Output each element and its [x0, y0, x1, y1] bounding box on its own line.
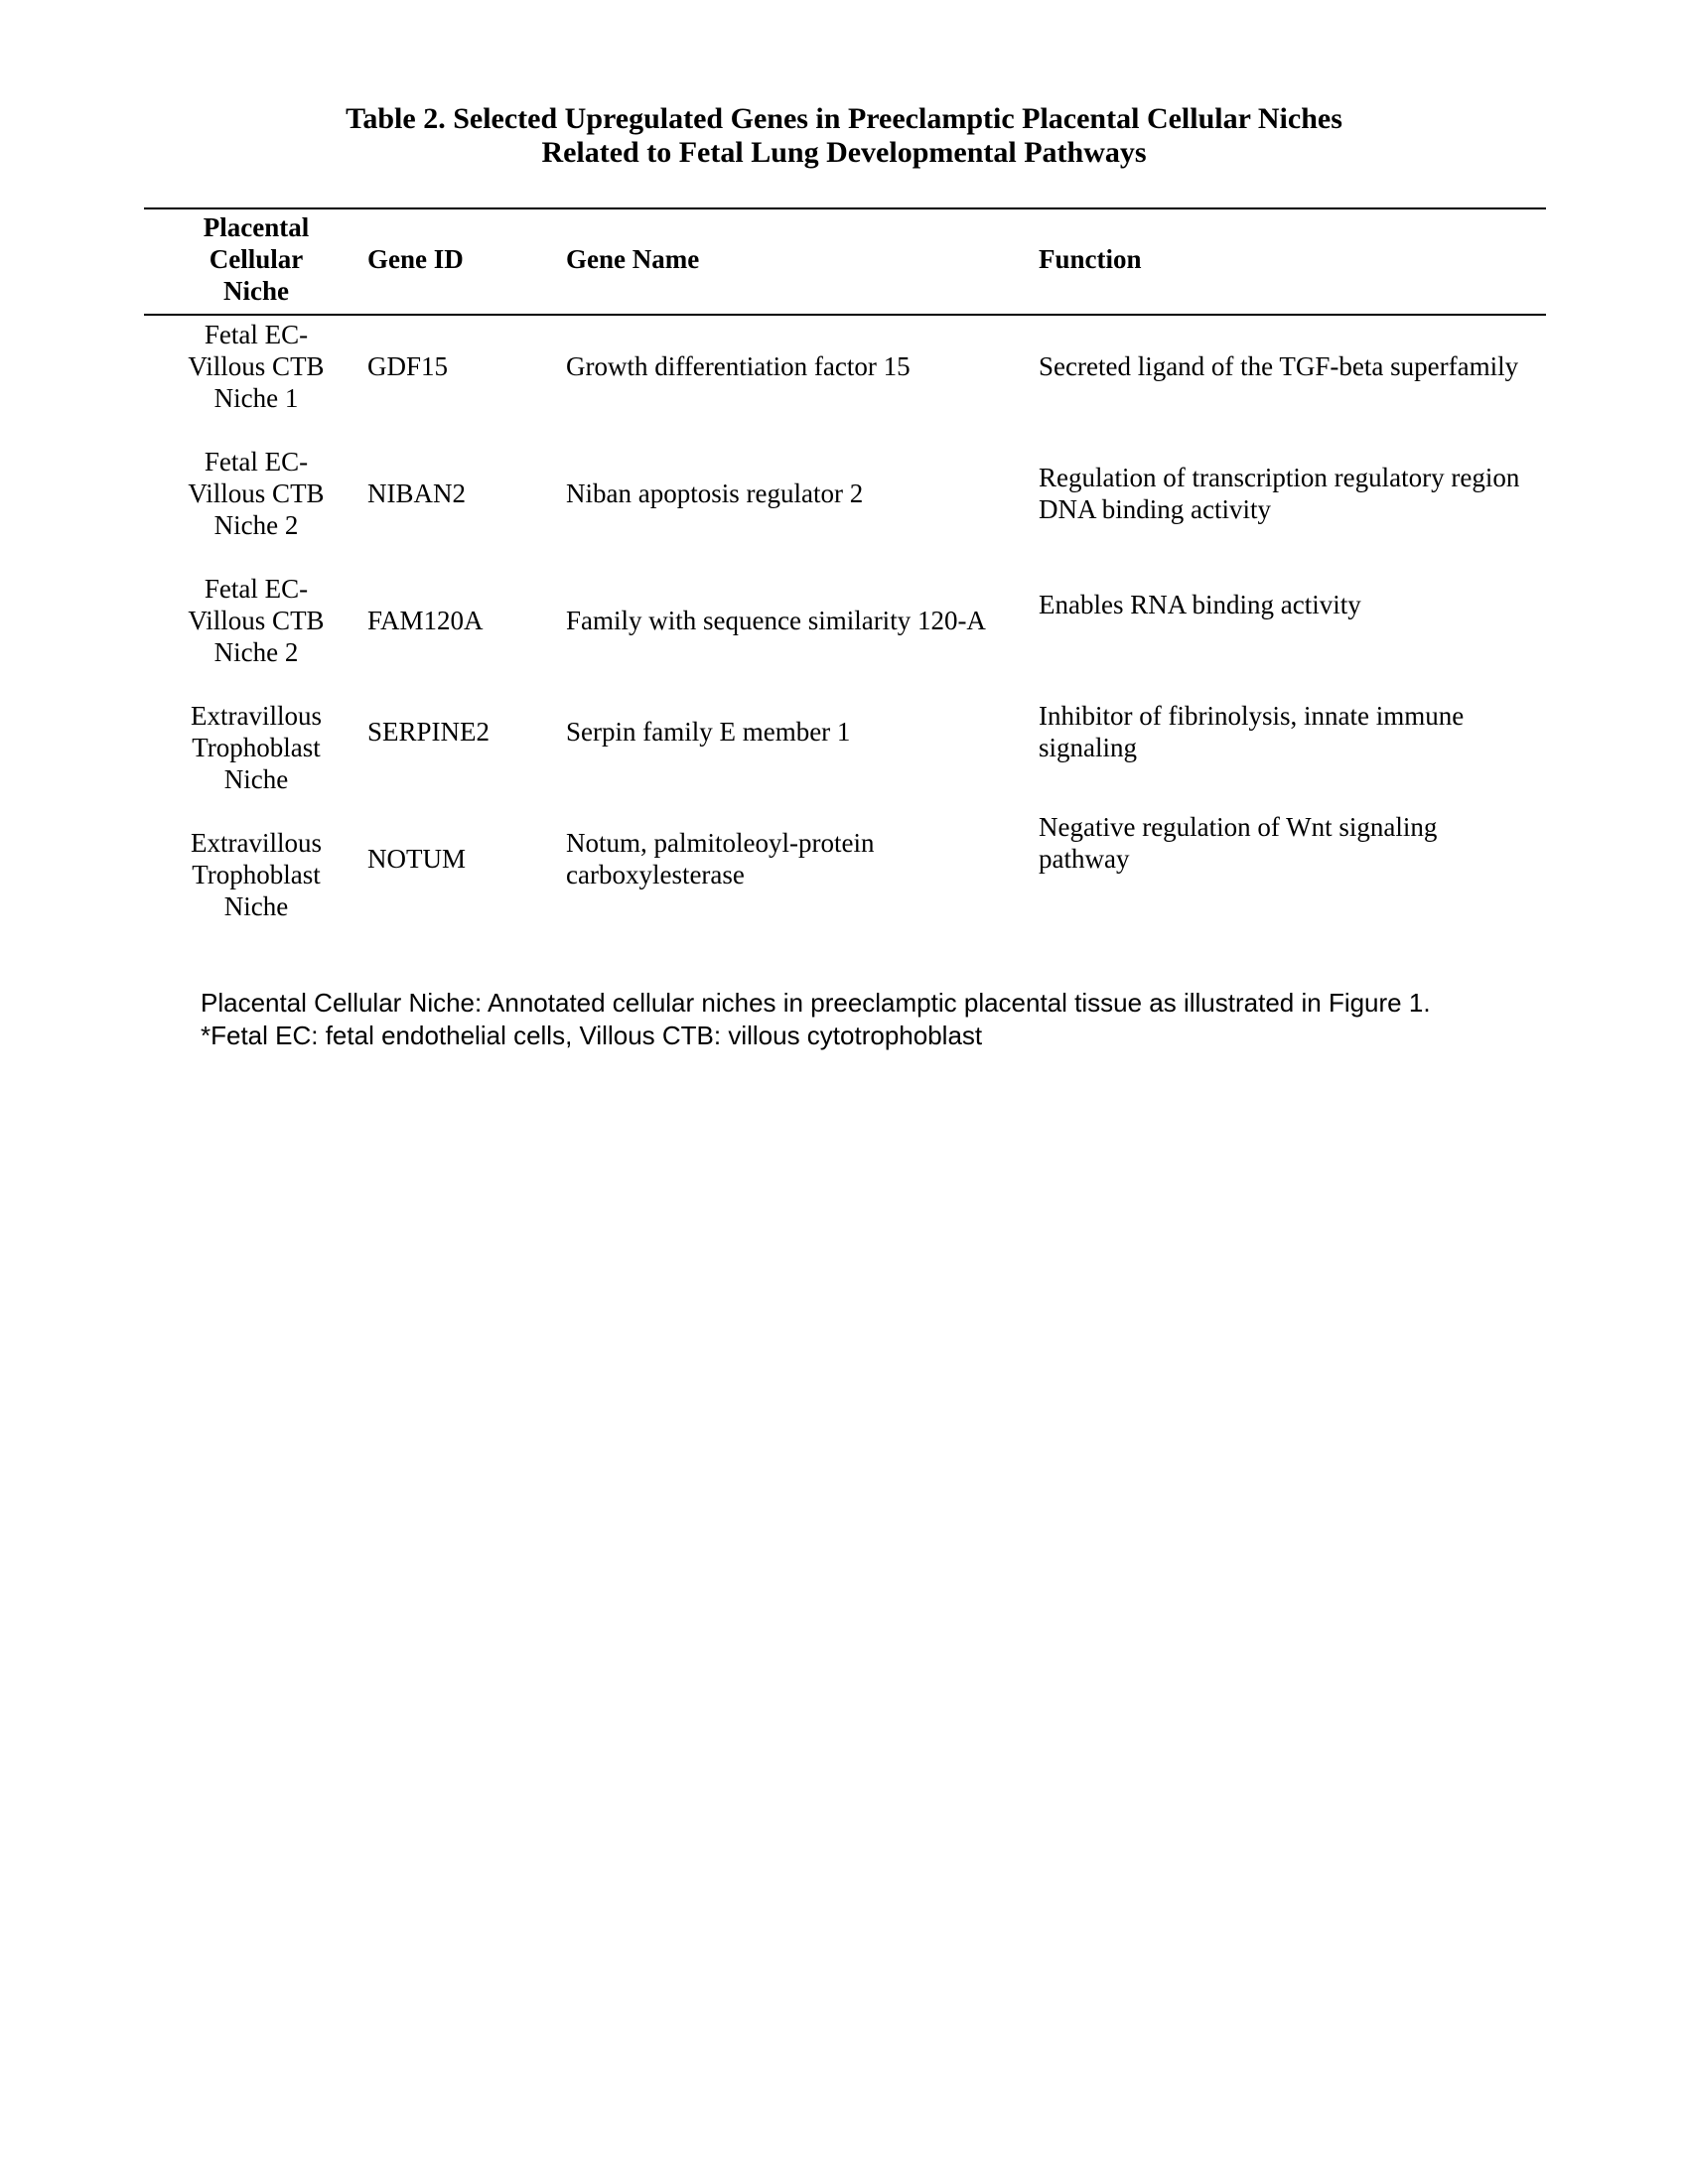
cell-function: Negative regulation of Wnt signaling pathway [1039, 812, 1438, 874]
cell-function: Regulation of transcription regulatory region DNA binding activity [1039, 463, 1520, 524]
table-title-line-2: Related to Fetal Lung Developmental Pathways [541, 136, 1147, 169]
cell-niche: Extravillous Trophoblast Niche [191, 701, 322, 794]
note-niche-definition: Placental Cellular Niche: Annotated cellular niches in preeclamptic placental tissue as illustrated in Figure 1. [201, 988, 1431, 1018]
cell-gene-id: SERPINE2 [367, 717, 491, 747]
note-abbreviations: *Fetal EC: fetal endothelial cells, Villous CTB: villous cytotrophoblast [201, 1021, 983, 1050]
cell-gene-name: Niban apoptosis regulator 2 [566, 478, 864, 508]
table-header-rule [144, 314, 1546, 316]
cell-niche: Fetal EC- Villous CTB Niche 1 [188, 320, 325, 413]
table-top-rule [144, 207, 1546, 209]
cell-niche: Fetal EC- Villous CTB Niche 2 [188, 574, 325, 667]
header-placental-cellular-niche: Placental Cellular Niche [203, 212, 310, 306]
cell-gene-name: Growth differentiation factor 15 [566, 351, 911, 381]
table-title-line-1: Table 2. Selected Upregulated Genes in Preeclamptic Placental Cellular Niches [346, 102, 1342, 135]
cell-gene-id: FAM120A [367, 606, 484, 635]
cell-function: Inhibitor of fibrinolysis, innate immune signaling [1039, 701, 1465, 762]
table-notes [201, 987, 1431, 1052]
cell-gene-id: NIBAN2 [367, 478, 466, 508]
header-function: Function [1039, 244, 1142, 274]
cell-gene-name: Serpin family E member 1 [566, 717, 851, 747]
cell-function: Enables RNA binding activity [1039, 590, 1361, 619]
cell-gene-id: NOTUM [367, 844, 466, 874]
cell-gene-name: Notum, palmitoleoyl-protein carboxylesterase [566, 828, 875, 889]
cell-niche: Fetal EC- Villous CTB Niche 2 [188, 447, 325, 540]
header-gene-id: Gene ID [367, 244, 464, 274]
cell-niche: Extravillous Trophoblast Niche [191, 828, 322, 921]
cell-function: Secreted ligand of the TGF-beta superfamily [1039, 351, 1519, 381]
header-gene-name: Gene Name [566, 244, 700, 274]
cell-gene-name: Family with sequence similarity 120-A [566, 606, 986, 635]
cell-gene-id: GDF15 [367, 351, 449, 381]
